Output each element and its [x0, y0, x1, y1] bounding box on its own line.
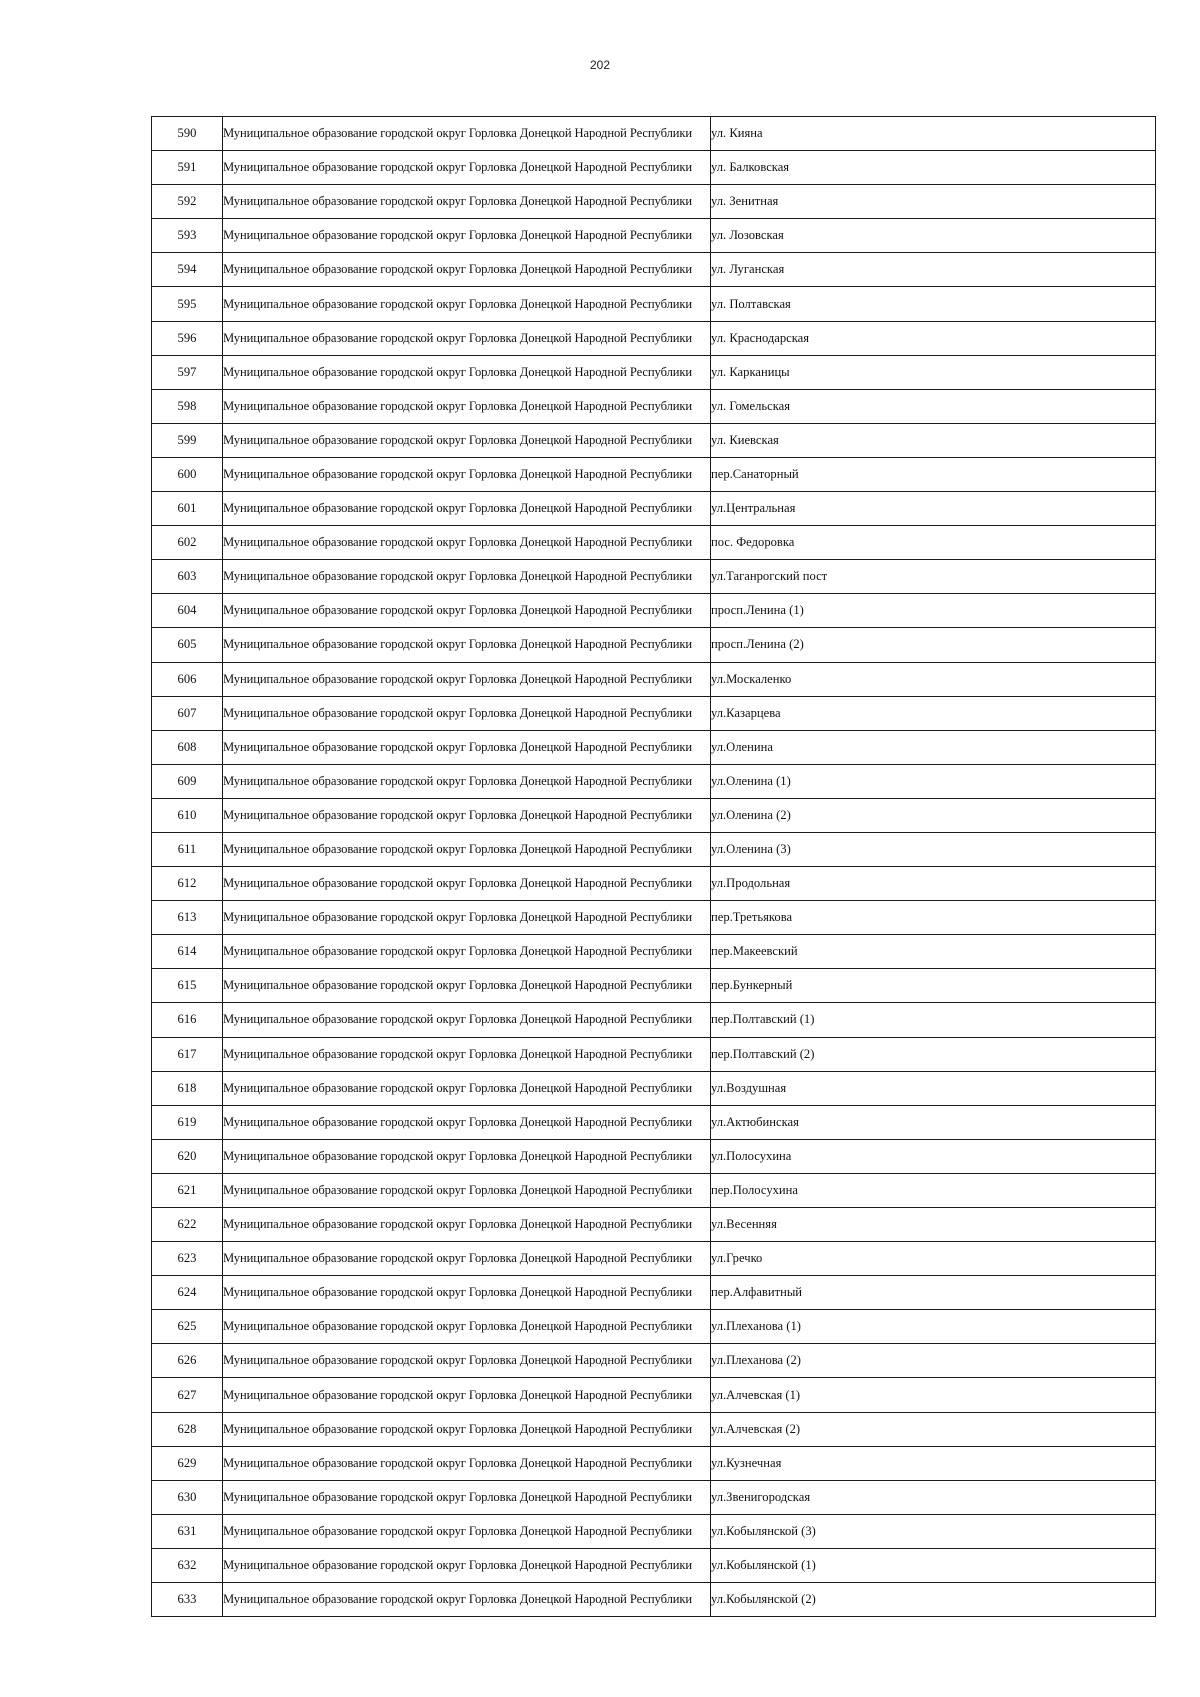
municipality-cell: Муниципальное образование городской округ Горловка Донецкой Народной Республики: [223, 1344, 711, 1378]
row-number-cell: 631: [152, 1514, 223, 1548]
row-number-cell: 607: [152, 696, 223, 730]
table-row: [152, 1037, 1156, 1071]
table-row: [152, 1548, 1156, 1582]
table-row: [152, 867, 1156, 901]
table-row: [152, 1514, 1156, 1548]
row-number-cell: 632: [152, 1548, 223, 1582]
municipality-cell: Муниципальное образование городской округ Горловка Донецкой Народной Республики: [223, 1037, 711, 1071]
row-number-cell: 623: [152, 1242, 223, 1276]
municipality-cell: Муниципальное образование городской округ Горловка Донецкой Народной Республики: [223, 628, 711, 662]
street-cell: ул.Звенигородская: [711, 1480, 1156, 1514]
table-row: [152, 969, 1156, 1003]
street-cell: ул.Весенняя: [711, 1208, 1156, 1242]
municipality-cell: Муниципальное образование городской округ Горловка Донецкой Народной Республики: [223, 389, 711, 423]
municipality-cell: Муниципальное образование городской округ Горловка Донецкой Народной Республики: [223, 1071, 711, 1105]
table-row: [152, 321, 1156, 355]
municipality-cell: Муниципальное образование городской округ Горловка Донецкой Народной Республики: [223, 1242, 711, 1276]
street-cell: ул.Кобылянской (1): [711, 1548, 1156, 1582]
municipality-cell: Муниципальное образование городской округ Горловка Донецкой Народной Республики: [223, 355, 711, 389]
street-cell: ул. Киевская: [711, 423, 1156, 457]
street-cell: ул.Оленина (1): [711, 764, 1156, 798]
row-number-cell: 611: [152, 832, 223, 866]
street-cell: ул.Казарцева: [711, 696, 1156, 730]
table-row: [152, 151, 1156, 185]
municipality-cell: Муниципальное образование городской округ Горловка Донецкой Народной Республики: [223, 1173, 711, 1207]
municipality-cell: Муниципальное образование городской округ Горловка Донецкой Народной Республики: [223, 969, 711, 1003]
row-number-cell: 600: [152, 457, 223, 491]
street-cell: ул.Алчевская (2): [711, 1412, 1156, 1446]
table-row: [152, 628, 1156, 662]
row-number-cell: 598: [152, 389, 223, 423]
row-number-cell: 619: [152, 1105, 223, 1139]
municipality-cell: Муниципальное образование городской округ Горловка Донецкой Народной Республики: [223, 594, 711, 628]
street-cell: ул. Кияна: [711, 117, 1156, 151]
street-cell: пер.Полтавский (2): [711, 1037, 1156, 1071]
table-row: [152, 1105, 1156, 1139]
municipality-cell: Муниципальное образование городской округ Горловка Донецкой Народной Республики: [223, 526, 711, 560]
municipality-cell: Муниципальное образование городской округ Горловка Донецкой Народной Республики: [223, 1446, 711, 1480]
street-cell: пер.Полосухина: [711, 1173, 1156, 1207]
table-row: [152, 1583, 1156, 1617]
row-number-cell: 630: [152, 1480, 223, 1514]
municipality-cell: Муниципальное образование городской округ Горловка Донецкой Народной Республики: [223, 1412, 711, 1446]
street-cell: ул.Воздушная: [711, 1071, 1156, 1105]
row-number-cell: 620: [152, 1139, 223, 1173]
street-cell: ул.Москаленко: [711, 662, 1156, 696]
municipality-cell: Муниципальное образование городской округ Горловка Донецкой Народной Республики: [223, 662, 711, 696]
street-cell: ул.Кобылянской (2): [711, 1583, 1156, 1617]
street-cell: просп.Ленина (1): [711, 594, 1156, 628]
municipality-cell: Муниципальное образование городской округ Горловка Донецкой Народной Республики: [223, 560, 711, 594]
row-number-cell: 590: [152, 117, 223, 151]
table-row: [152, 389, 1156, 423]
table-row: [152, 662, 1156, 696]
street-cell: ул.Полосухина: [711, 1139, 1156, 1173]
table-row: [152, 117, 1156, 151]
page-number: 202: [589, 58, 611, 72]
municipality-cell: Муниципальное образование городской округ Горловка Донецкой Народной Республики: [223, 1583, 711, 1617]
row-number-cell: 608: [152, 730, 223, 764]
table-row: [152, 901, 1156, 935]
municipality-cell: Муниципальное образование городской округ Горловка Донецкой Народной Республики: [223, 1548, 711, 1582]
street-cell: ул. Краснодарская: [711, 321, 1156, 355]
municipality-cell: Муниципальное образование городской округ Горловка Донецкой Народной Республики: [223, 730, 711, 764]
table-row: [152, 1173, 1156, 1207]
table-row: [152, 253, 1156, 287]
municipality-cell: Муниципальное образование городской округ Горловка Донецкой Народной Республики: [223, 1310, 711, 1344]
table-row: [152, 457, 1156, 491]
municipality-cell: Муниципальное образование городской округ Горловка Донецкой Народной Республики: [223, 219, 711, 253]
row-number-cell: 622: [152, 1208, 223, 1242]
street-cell: ул. Гомельская: [711, 389, 1156, 423]
row-number-cell: 621: [152, 1173, 223, 1207]
street-cell: ул.Кузнечная: [711, 1446, 1156, 1480]
row-number-cell: 591: [152, 151, 223, 185]
row-number-cell: 592: [152, 185, 223, 219]
row-number-cell: 594: [152, 253, 223, 287]
street-cell: ул.Кобылянской (3): [711, 1514, 1156, 1548]
table-row: [152, 1208, 1156, 1242]
table-row: [152, 798, 1156, 832]
municipality-cell: Муниципальное образование городской округ Горловка Донецкой Народной Республики: [223, 867, 711, 901]
municipality-cell: Муниципальное образование городской округ Горловка Донецкой Народной Республики: [223, 1276, 711, 1310]
row-number-cell: 609: [152, 764, 223, 798]
table-row: [152, 560, 1156, 594]
row-number-cell: 633: [152, 1583, 223, 1617]
table-row: [152, 355, 1156, 389]
row-number-cell: 603: [152, 560, 223, 594]
row-number-cell: 606: [152, 662, 223, 696]
table-row: [152, 287, 1156, 321]
table-row: [152, 423, 1156, 457]
street-cell: ул.Плеханова (1): [711, 1310, 1156, 1344]
table-row: [152, 696, 1156, 730]
row-number-cell: 628: [152, 1412, 223, 1446]
row-number-cell: 626: [152, 1344, 223, 1378]
street-cell: пер.Макеевский: [711, 935, 1156, 969]
street-cell: пос. Федоровка: [711, 526, 1156, 560]
municipality-cell: Муниципальное образование городской округ Горловка Донецкой Народной Республики: [223, 185, 711, 219]
row-number-cell: 618: [152, 1071, 223, 1105]
street-cell: ул.Оленина: [711, 730, 1156, 764]
table-row: [152, 1378, 1156, 1412]
table-body: [152, 117, 1156, 1617]
street-cell: ул.Алчевская (1): [711, 1378, 1156, 1412]
municipality-cell: Муниципальное образование городской округ Горловка Донецкой Народной Республики: [223, 321, 711, 355]
row-number-cell: 629: [152, 1446, 223, 1480]
street-cell: ул.Оленина (2): [711, 798, 1156, 832]
municipality-cell: Муниципальное образование городской округ Горловка Донецкой Народной Республики: [223, 832, 711, 866]
street-cell: пер.Алфавитный: [711, 1276, 1156, 1310]
table-row: [152, 185, 1156, 219]
municipality-cell: Муниципальное образование городской округ Горловка Донецкой Народной Республики: [223, 492, 711, 526]
municipality-cell: Муниципальное образование городской округ Горловка Донецкой Народной Республики: [223, 1208, 711, 1242]
street-registry-table: [151, 116, 1156, 1617]
street-cell: ул.Оленина (3): [711, 832, 1156, 866]
municipality-cell: Муниципальное образование городской округ Горловка Донецкой Народной Республики: [223, 287, 711, 321]
table-row: [152, 1071, 1156, 1105]
municipality-cell: Муниципальное образование городской округ Горловка Донецкой Народной Республики: [223, 1514, 711, 1548]
street-cell: ул.Центральная: [711, 492, 1156, 526]
table-row: [152, 1344, 1156, 1378]
municipality-cell: Муниципальное образование городской округ Горловка Донецкой Народной Республики: [223, 1003, 711, 1037]
row-number-cell: 616: [152, 1003, 223, 1037]
row-number-cell: 610: [152, 798, 223, 832]
row-number-cell: 615: [152, 969, 223, 1003]
row-number-cell: 597: [152, 355, 223, 389]
municipality-cell: Муниципальное образование городской округ Горловка Донецкой Народной Республики: [223, 1378, 711, 1412]
municipality-cell: Муниципальное образование городской округ Горловка Донецкой Народной Республики: [223, 764, 711, 798]
table-row: [152, 730, 1156, 764]
table-row: [152, 1480, 1156, 1514]
row-number-cell: 604: [152, 594, 223, 628]
table-row: [152, 219, 1156, 253]
row-number-cell: 613: [152, 901, 223, 935]
municipality-cell: Муниципальное образование городской округ Горловка Донецкой Народной Республики: [223, 253, 711, 287]
street-cell: ул. Полтавская: [711, 287, 1156, 321]
municipality-cell: Муниципальное образование городской округ Горловка Донецкой Народной Республики: [223, 1105, 711, 1139]
table-row: [152, 1446, 1156, 1480]
row-number-cell: 599: [152, 423, 223, 457]
street-cell: ул. Луганская: [711, 253, 1156, 287]
table-row: [152, 594, 1156, 628]
street-cell: ул.Плеханова (2): [711, 1344, 1156, 1378]
municipality-cell: Муниципальное образование городской округ Горловка Донецкой Народной Республики: [223, 798, 711, 832]
municipality-cell: Муниципальное образование городской округ Горловка Донецкой Народной Республики: [223, 696, 711, 730]
street-cell: ул. Зенитная: [711, 185, 1156, 219]
street-cell: пер.Бункерный: [711, 969, 1156, 1003]
street-cell: пер.Третьякова: [711, 901, 1156, 935]
municipality-cell: Муниципальное образование городской округ Горловка Донецкой Народной Республики: [223, 117, 711, 151]
street-cell: ул. Лозовская: [711, 219, 1156, 253]
street-cell: ул.Актюбинская: [711, 1105, 1156, 1139]
street-cell: ул.Гречко: [711, 1242, 1156, 1276]
municipality-cell: Муниципальное образование городской округ Горловка Донецкой Народной Республики: [223, 1480, 711, 1514]
row-number-cell: 627: [152, 1378, 223, 1412]
table-row: [152, 1242, 1156, 1276]
table-row: [152, 1003, 1156, 1037]
row-number-cell: 625: [152, 1310, 223, 1344]
row-number-cell: 602: [152, 526, 223, 560]
table-row: [152, 1276, 1156, 1310]
street-cell: ул.Таганрогский пост: [711, 560, 1156, 594]
street-cell: просп.Ленина (2): [711, 628, 1156, 662]
table-row: [152, 492, 1156, 526]
row-number-cell: 624: [152, 1276, 223, 1310]
street-cell: ул. Балковская: [711, 151, 1156, 185]
row-number-cell: 601: [152, 492, 223, 526]
table-row: [152, 832, 1156, 866]
table-row: [152, 1139, 1156, 1173]
row-number-cell: 612: [152, 867, 223, 901]
municipality-cell: Муниципальное образование городской округ Горловка Донецкой Народной Республики: [223, 151, 711, 185]
street-cell: ул. Карканицы: [711, 355, 1156, 389]
street-cell: ул.Продольная: [711, 867, 1156, 901]
table-row: [152, 935, 1156, 969]
table-row: [152, 1310, 1156, 1344]
row-number-cell: 605: [152, 628, 223, 662]
row-number-cell: 617: [152, 1037, 223, 1071]
municipality-cell: Муниципальное образование городской округ Горловка Донецкой Народной Республики: [223, 457, 711, 491]
street-cell: пер.Полтавский (1): [711, 1003, 1156, 1037]
row-number-cell: 596: [152, 321, 223, 355]
municipality-cell: Муниципальное образование городской округ Горловка Донецкой Народной Республики: [223, 901, 711, 935]
table-row: [152, 1412, 1156, 1446]
municipality-cell: Муниципальное образование городской округ Горловка Донецкой Народной Республики: [223, 1139, 711, 1173]
municipality-cell: Муниципальное образование городской округ Горловка Донецкой Народной Республики: [223, 935, 711, 969]
row-number-cell: 593: [152, 219, 223, 253]
table-row: [152, 764, 1156, 798]
table-row: [152, 526, 1156, 560]
row-number-cell: 595: [152, 287, 223, 321]
street-cell: пер.Санаторный: [711, 457, 1156, 491]
row-number-cell: 614: [152, 935, 223, 969]
municipality-cell: Муниципальное образование городской округ Горловка Донецкой Народной Республики: [223, 423, 711, 457]
